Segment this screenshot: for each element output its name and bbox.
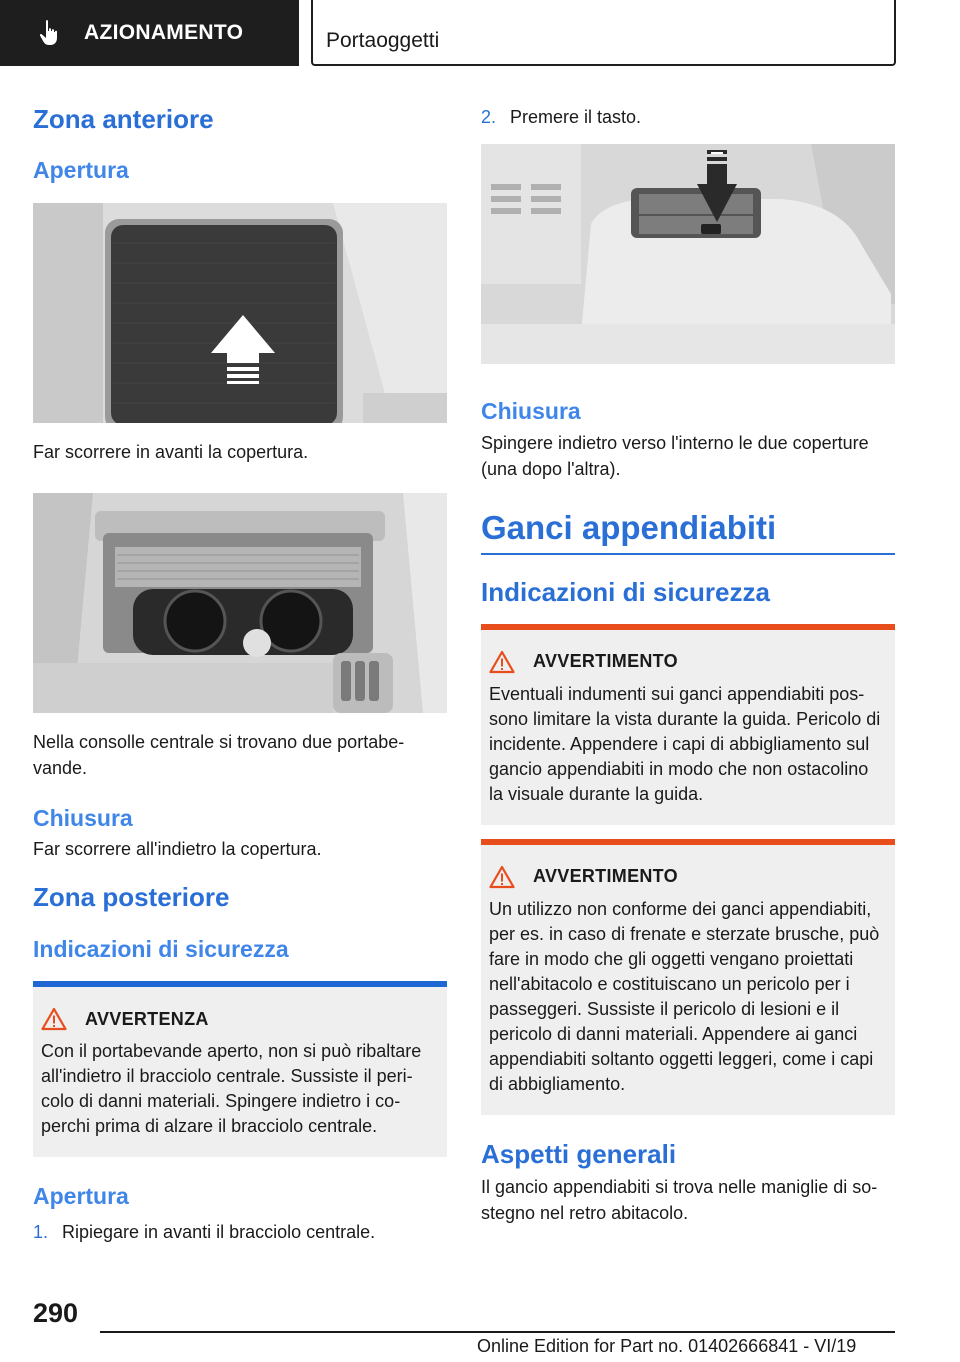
chapter-title: AZIONAMENTO: [84, 21, 244, 44]
warning-title: AVVERTIMENTO: [533, 651, 678, 672]
heading-safety-rear: Indicazioni di sicurezza: [33, 935, 289, 962]
step-text: Ripiegare in avanti il bracciolo centrale.: [62, 1221, 376, 1242]
step-text: Premere il tasto.: [510, 107, 642, 127]
left-column: [33, 98, 447, 1245]
warning-box-hooks-view: [481, 624, 895, 825]
hand-pointer-icon: [38, 19, 62, 47]
step-number: 2.: [481, 107, 497, 127]
text-hook-location: Il gancio appendiabiti si trova nelle maniglie di sostegno nel retro abitacolo.: [481, 1177, 878, 1224]
text-two-cupholders: Nella consolle centrale si trovano due portabevande.: [33, 731, 405, 778]
heading-coat-hooks: Ganci appendiabiti: [481, 508, 777, 546]
warning-triangle-icon: [489, 650, 515, 674]
text-push-covers: Spingere indietro verso l'interno le due coperture (una dopo l'altra).: [481, 432, 869, 479]
warning-text: Un utilizzo non conforme dei ganci appendiabiti, per es. in caso di frenate e sterzate brusche, può fare in modo che gli oggetti vengano proiettati nell'abitacolo e costituiscano un pericolo per i passeggeri. Sussiste il pericolo di lesioni e il pericolo di danni materiali. Appendere ai ganci appendiabiti soltanto oggetti leggeri, come i capi di abbigliamento.: [489, 898, 880, 1094]
heading-general: Aspetti generali: [481, 1138, 677, 1169]
heading-front-zone: Zona anteriore: [33, 104, 214, 134]
heading-rule: [481, 553, 895, 555]
step-1: [33, 1219, 447, 1245]
warning-text: Eventuali indumenti sui ganci appendiabiti possono limitare la vista durante la guida. Pericolo di incidente. Appendere i capi di abbigliamento sul gancio appendiabiti in modo che non ostacolino la visuale durante la guida.: [489, 683, 881, 804]
heading-safety-hooks: Indicazioni di sicurezza: [481, 576, 770, 607]
footer-rule: [100, 1331, 895, 1333]
warning-triangle-icon: [41, 1007, 67, 1031]
page-number: 290: [33, 1298, 79, 1328]
heading-closing-rear: Chiusura: [481, 398, 581, 424]
step-2: [481, 104, 895, 130]
heading-opening: Apertura: [33, 157, 129, 184]
warning-title: AVVERTIMENTO: [533, 866, 678, 887]
section-title: Portaoggetti: [326, 29, 440, 52]
heading-opening-rear: Apertura: [33, 1183, 129, 1210]
warning-box-hooks-objects: [481, 839, 895, 1115]
warning-triangle-icon: [489, 865, 515, 889]
heading-closing-front: Chiusura: [33, 804, 133, 831]
text-slide-back: Far scorrere all'indietro la copertura.: [33, 839, 322, 860]
warning-text: Con il portabevande aperto, non si può ribaltare all'indietro il bracciolo centrale. Sussiste il pericolo di danni materiali. Spingere indietro i coperchi prima di alzare il bracciolo centrale.: [41, 1041, 422, 1137]
page-header: [0, 0, 960, 66]
warning-title: AVVERTENZA: [85, 1008, 209, 1029]
right-column: [481, 98, 895, 1226]
photo-cupholders: [33, 493, 447, 713]
chapter-tab: [0, 0, 299, 66]
footer-edition: Online Edition for Part no. 01402666841 - VI/19: [477, 1336, 857, 1356]
warning-box-cupholder: [33, 981, 447, 1157]
step-number: 1.: [33, 1221, 49, 1242]
heading-rear-zone: Zona posteriore: [33, 882, 230, 913]
photo-rear-armrest: [481, 144, 895, 364]
photo-front-cover: [33, 203, 447, 423]
text-slide-forward: Far scorrere in avanti la copertura.: [33, 441, 309, 462]
